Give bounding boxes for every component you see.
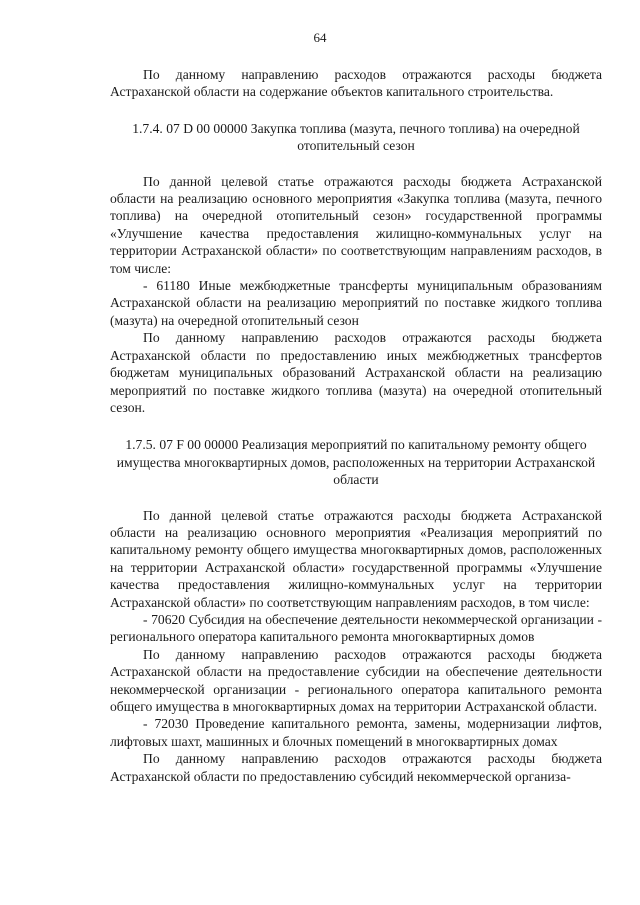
- page-number: 64: [313, 30, 327, 45]
- paragraph-regional-operator-subsidy: По данному направлению расходов отражаются расходы бюджета Астраханской области на предоставление субсидии на обеспечение деятельности некоммерческой организации - регионального оператора капитального ремонта общего имущества в многоквартирных домах на территории Астраханской области.: [110, 646, 602, 714]
- list-item-70620: - 70620 Субсидия на обеспечение деятельности некоммерческой организации - регионального оператора капитального ремонта многоквартирных домов: [110, 611, 602, 645]
- section-heading-1-7-5: 1.7.5. 07 F 00 00000 Реализация мероприятий по капитальному ремонту общего имущества многоквартирных домов, расположенных на территории Астраханской области: [116, 437, 596, 488]
- paragraph-fuel-purchase-intro: По данной целевой статье отражаются расходы бюджета Астраханской области на реализацию основного мероприятия «Закупка топлива (мазута, печного топлива) на очередной отопительный сезон» государственной программы «Улучшение качества предоставления жилищно-коммунальных услуг на территории Астраханской области» по соответствующим направлениям расходов, в том числе:: [110, 173, 602, 276]
- paragraph-fuel-transfers: По данному направлению расходов отражаются расходы бюджета Астраханской области по предоставлению иных межбюджетных трансфертов бюджетам муниципальных образований Астраханской области на реализацию мероприятий по поставке жидкого топлива (мазута) на очередной отопительный сезон.: [110, 330, 602, 415]
- paragraph-elevator-subsidy: По данному направлению расходов отражаются расходы бюджета Астраханской области по предоставлению субсидий некоммерческой организа-: [110, 751, 602, 784]
- paragraph-capital-construction: По данному направлению расходов отражаются расходы бюджета Астраханской области на содержание объектов капитального строительства.: [110, 67, 602, 100]
- document-body: [110, 66, 602, 785]
- section-heading-1-7-4: 1.7.4. 07 D 00 00000 Закупка топлива (мазута, печного топлива) на очередной отопительный сезон: [132, 120, 580, 154]
- list-item-61180: - 61180 Иные межбюджетные трансферты муниципальным образованиям Астраханской области на реализацию мероприятий по поставке жидкого топлива (мазута) на очередной отопительный сезон: [110, 278, 602, 328]
- paragraph-capital-repair-intro: По данной целевой статье отражаются расходы бюджета Астраханской области на реализацию основного мероприятия «Реализация мероприятий по капитальному ремонту общего имущества многоквартирных домов, расположенных на территории Астраханской области» государственной программы «Улучшение качества предоставления жилищно-коммунальных услуг на территории Астраханской области» по соответствующим направлениям расходов, в том числе:: [110, 507, 602, 610]
- list-item-72030: - 72030 Проведение капитального ремонта, замены, модернизации лифтов, лифтовых шахт, машинных и блочных помещений в многоквартирных домах: [110, 716, 602, 749]
